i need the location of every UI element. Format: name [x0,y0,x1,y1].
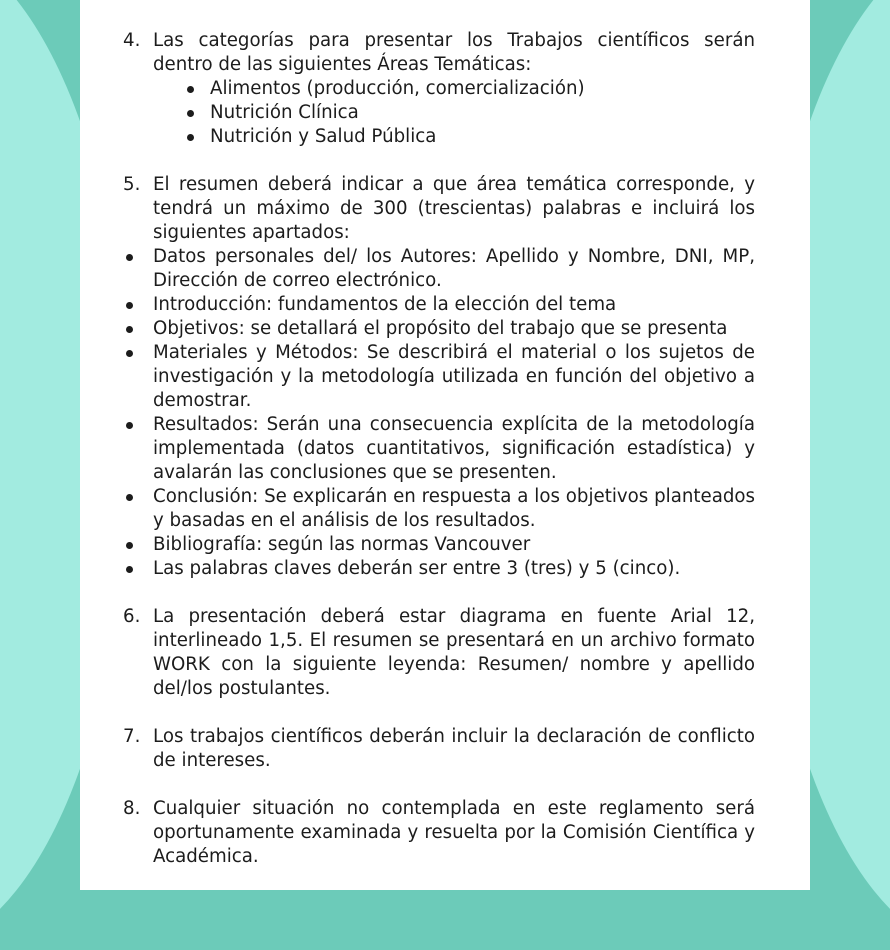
item-8-text: Cualquier situación no contemplada en este reglamento será oportunamente examinada y resuelta por la Comisión Científica y Académica. [153,798,755,867]
list-item: Las palabras claves deberán ser entre 3 (tres) y 5 (cinco). [153,557,755,581]
item-4-line-2: dentro de las siguientes Áreas Temáticas: [153,54,532,75]
item-4 [80,29,810,77]
item-7-text: Los trabajos científicos deberán incluir la declaración de conflicto de intereses. [153,726,755,771]
thematic-areas-list [80,77,810,149]
list-item: Conclusión: Se explicarán en respuesta a los objetivos planteados y basadas en el análisis de los resultados. [153,486,755,531]
list-item: Resultados: Serán una consecuencia explícita de la metodología implementada (datos cuantitativos, significación estadística) y avalarán las conclusiones que se presenten. [153,414,755,483]
item-number: 6. [123,606,141,627]
item-7 [80,725,810,773]
list-item: Objetivos: se detallará el propósito del trabajo que se presenta [153,317,755,341]
summary-sections-list [80,245,810,581]
item-number: 7. [123,726,141,747]
item-5-intro: El resumen deberá indicar a que área temática corresponde, y tendrá un máximo de 300 (trescientas) palabras e incluirá los siguientes apartados: [153,174,755,243]
item-6-text: La presentación deberá estar diagrama en fuente Arial 12, interlineado 1,5. El resumen se presentará en un archivo formato WORK con la siguiente leyenda: Resumen/ nombre y apellido del/los postulantes. [153,606,755,699]
item-4-line-1: Las categorías para presentar los Trabajos científicos serán [153,30,755,51]
item-6 [80,605,810,701]
item-5 [80,173,810,245]
list-item: Nutrición Clínica [210,101,810,125]
item-8 [80,797,810,869]
item-number: 4. [123,30,141,51]
list-item: Bibliografía: según las normas Vancouver [153,533,755,557]
list-item: Materiales y Métodos: Se describirá el material o los sujetos de investigación y la metodología utilizada en función del objetivo a demostrar. [153,342,755,411]
regulation-text [80,29,810,869]
list-item: Nutrición y Salud Pública [210,125,810,149]
document-page [80,0,810,890]
list-item: Datos personales del/ los Autores: Apellido y Nombre, DNI, MP, Dirección de correo electrónico. [153,246,755,291]
item-number: 5. [123,174,141,195]
list-item: Alimentos (producción, comercialización) [210,77,810,101]
list-item: Introducción: fundamentos de la elección del tema [153,293,755,317]
item-number: 8. [123,798,141,819]
